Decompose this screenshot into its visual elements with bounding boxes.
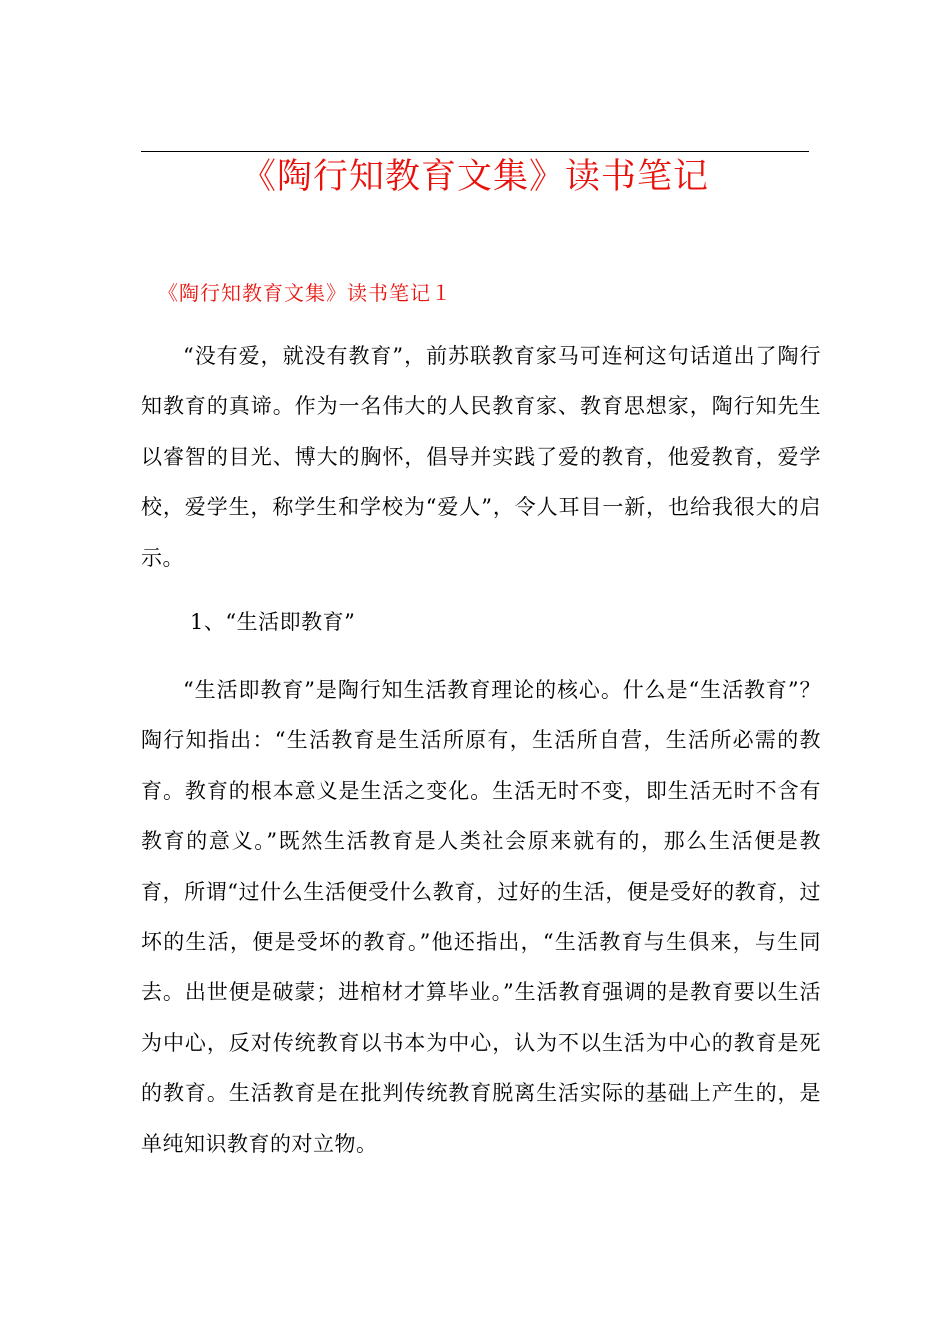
- subheading-life-is-education: 1、“生活即教育”: [190, 610, 356, 634]
- document-title: 《陶行知教育文集》读书笔记: [240, 157, 709, 197]
- paragraph-1: “没有爱，就没有教育”，前苏联教育家马可连柯这句话道出了陶行知教育的真谛。作为一名伟大的人民教育家、教育思想家，陶行知先生以睿智的目光、博大的胸怀，倡导并实践了爱的教育，他爱教育，爱学校，爱学生，称学生和学校为“爱人”，令人耳目一新，也给我很大的启示。: [141, 344, 821, 570]
- section-heading: 《陶行知教育文集》读书笔记１: [158, 281, 452, 305]
- paragraph-2: “生活即教育”是陶行知生活教育理论的核心。什么是“生活教育”？陶行知指出：“生活教育是生活所原有，生活所自营，生活所必需的教育。教育的根本意义是生活之变化。生活无时不变，即生活无时不含有教育的意义。”既然生活教育是人类社会原来就有的，那么生活便是教育，所谓“过什么生活便受什么教育，过好的生活，便是受好的教育，过坏的生活，便是受坏的教育。”他还指出，“生活教育与生俱来，与生同去。出世便是破蒙；进棺材才算毕业。”生活教育强调的是教育要以生活为中心，反对传统教育以书本为中心，认为不以生活为中心的教育是死的教育。生活教育是在批判传统教育脱离生活实际的基础上产生的，是单纯知识教育的对立物。: [141, 678, 821, 1156]
